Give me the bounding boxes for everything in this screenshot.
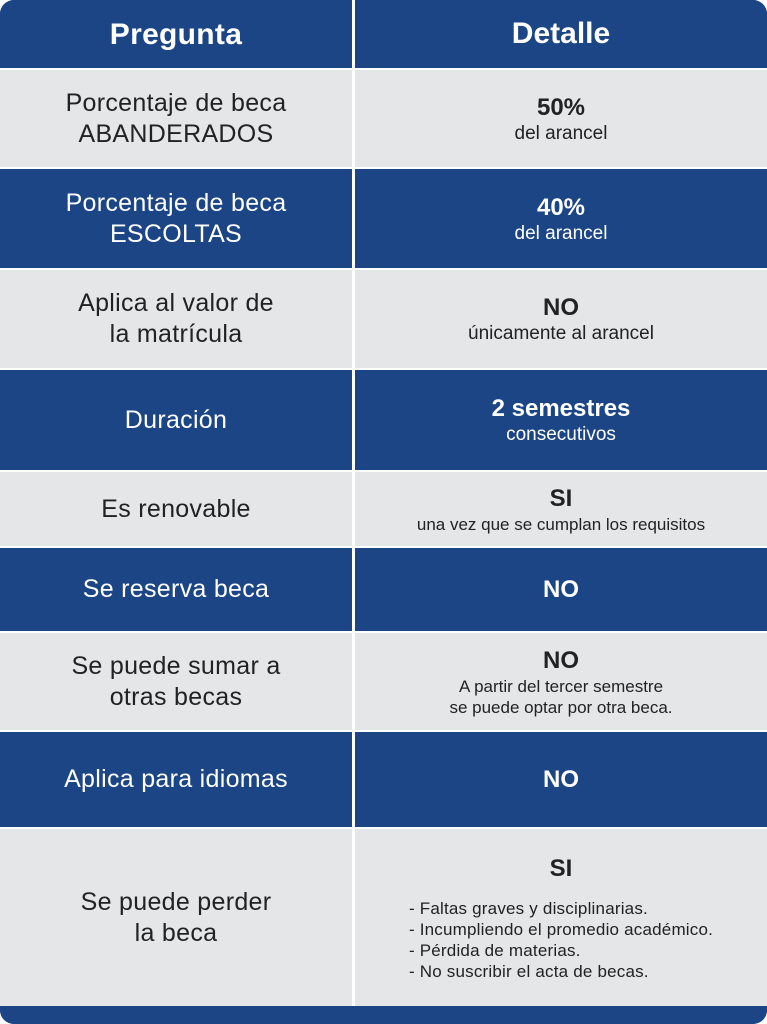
answer-value: NO <box>543 646 579 674</box>
answer-note: del arancel <box>514 222 608 244</box>
column-divider <box>352 0 355 1006</box>
question-line: Se puede perder <box>80 887 272 916</box>
answer-cell <box>355 370 767 470</box>
question-cell <box>0 370 352 470</box>
answer-value: NO <box>543 575 579 603</box>
question-cell <box>0 472 352 546</box>
question-line: Duración <box>124 405 228 434</box>
question-line: Se reserva beca <box>82 575 270 603</box>
question-line: la beca <box>134 918 218 947</box>
answer-value: 2 semestres <box>491 395 631 422</box>
list-item: - Faltas graves y disciplinarias. <box>409 898 713 919</box>
question-line: Porcentaje de beca <box>65 88 287 117</box>
answer-value: 40% <box>536 193 586 221</box>
question-line: ABANDERADOS <box>78 119 274 148</box>
table-row <box>0 633 767 730</box>
table-row <box>0 829 767 1006</box>
table-row <box>0 270 767 368</box>
answer-value: 50% <box>536 93 586 121</box>
question-cell <box>0 633 352 730</box>
answer-note: consecutivos <box>506 424 616 445</box>
table-row <box>0 370 767 470</box>
answer-cell <box>355 70 767 167</box>
answer-value: SI <box>549 854 573 882</box>
question-cell <box>0 270 352 368</box>
table-footer-bar <box>0 1006 767 1024</box>
answer-note: una vez que se cumplan los requisitos <box>416 514 706 534</box>
note-line: A partir del tercer semestre <box>458 676 664 696</box>
answer-cell <box>355 169 767 268</box>
answer-note <box>449 676 672 718</box>
table-row <box>0 169 767 268</box>
table-row <box>0 70 767 167</box>
table-header <box>0 0 767 68</box>
question-line: Aplica al valor de <box>78 289 274 317</box>
note-line: se puede optar por otra beca. <box>449 697 673 717</box>
question-line: Aplica para idiomas <box>64 765 288 793</box>
answer-cell <box>355 829 767 1006</box>
answer-cell <box>355 732 767 827</box>
question-line: otras becas <box>109 682 243 711</box>
list-item: - No suscribir el acta de becas. <box>409 961 713 982</box>
header-detalle: Detalle <box>511 17 611 50</box>
question-cell <box>0 829 352 1006</box>
question-line: la matrícula <box>109 320 243 348</box>
answer-note: del arancel <box>514 122 608 144</box>
answer-cell <box>355 472 767 546</box>
answer-cell <box>355 548 767 631</box>
table-row <box>0 548 767 631</box>
question-cell <box>0 732 352 827</box>
table-row <box>0 732 767 827</box>
conditions-list <box>409 898 713 982</box>
answer-value: NO <box>543 765 579 793</box>
question-line: ESCOLTAS <box>109 219 243 248</box>
table-row <box>0 472 767 546</box>
question-line: Se puede sumar a <box>71 651 281 680</box>
list-item: - Incumpliendo el promedio académico. <box>409 919 713 940</box>
question-line: Es renovable <box>101 494 251 523</box>
question-cell <box>0 70 352 167</box>
question-cell <box>0 169 352 268</box>
answer-value: SI <box>549 484 573 512</box>
answer-note: únicamente al arancel <box>468 323 654 344</box>
question-cell <box>0 548 352 631</box>
answer-value: NO <box>543 294 579 321</box>
answer-cell <box>355 633 767 730</box>
answer-cell <box>355 270 767 368</box>
header-pregunta: Pregunta <box>109 17 243 51</box>
list-item: - Pérdida de materias. <box>409 940 713 961</box>
question-line: Porcentaje de beca <box>65 188 287 217</box>
